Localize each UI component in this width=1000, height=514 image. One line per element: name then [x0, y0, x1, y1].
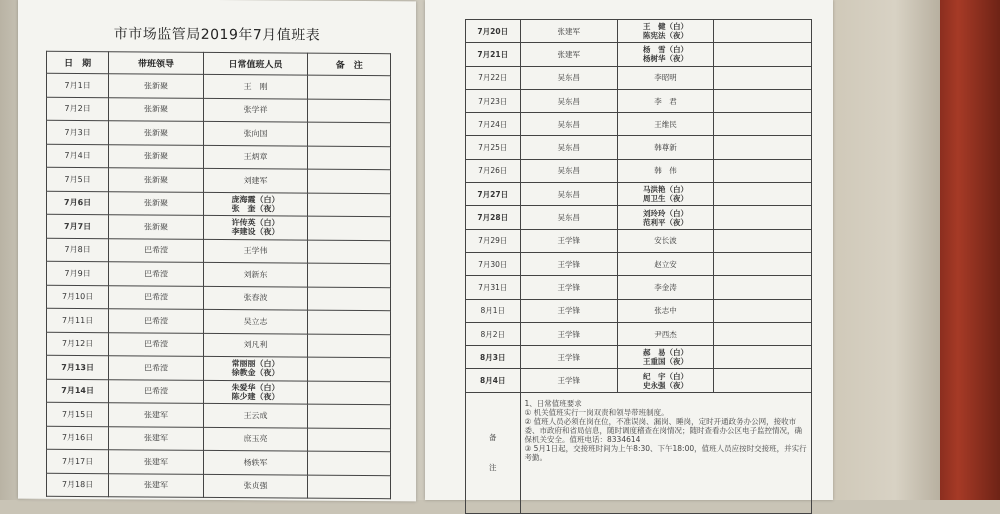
leader-cell: 吴东昌 [520, 89, 617, 112]
date-cell: 7月25日 [466, 136, 521, 159]
staff-name: 赵立安 [654, 259, 677, 269]
date-cell: 7月15日 [47, 402, 109, 426]
schedule-title: 市市场监管局2019年7月值班表 [113, 26, 321, 44]
leader-cell: 巴希滢 [109, 332, 203, 356]
table-row [47, 120, 391, 146]
note-line: 1、日常值班要求 [524, 398, 582, 408]
staff-name: 史永强（夜） [642, 380, 688, 390]
table-row [466, 136, 812, 159]
leader-cell: 王学锋 [520, 276, 617, 299]
note-cell [308, 193, 391, 217]
date-cell: 7月20日 [466, 20, 521, 43]
note-cell [713, 136, 811, 159]
note-cell [713, 346, 811, 369]
leader-cell: 巴希滢 [109, 285, 203, 309]
staff-cell [203, 98, 308, 122]
note-cell [713, 113, 811, 136]
table-row [466, 66, 812, 89]
note-cell [713, 229, 811, 252]
staff-cell [617, 276, 713, 299]
staff-cell [203, 356, 308, 380]
staff-cell [203, 262, 308, 286]
date-cell: 7月11日 [47, 308, 109, 332]
note-cell [713, 20, 811, 43]
leader-cell: 张建军 [109, 403, 203, 427]
leader-cell: 巴希滢 [109, 262, 203, 286]
staff-name: 马洪艳（白） [642, 185, 688, 195]
table-row [466, 20, 812, 43]
staff-name: 张学祥 [243, 105, 268, 115]
leader-cell: 巴希滢 [109, 379, 203, 403]
date-cell: 7月12日 [47, 332, 109, 356]
staff-name: 王学伟 [243, 246, 268, 256]
date-cell: 8月1日 [466, 299, 521, 322]
leader-cell: 张新聚 [109, 97, 203, 121]
table-row [47, 97, 391, 123]
staff-name: 张春波 [243, 293, 268, 303]
date-cell: 7月26日 [466, 159, 521, 182]
staff-cell [617, 136, 713, 159]
notes-label: 备 注 [466, 392, 521, 513]
date-cell: 7月4日 [47, 144, 109, 168]
date-cell: 7月2日 [47, 97, 109, 121]
date-cell: 7月17日 [47, 449, 109, 473]
leader-cell: 吴东昌 [520, 206, 617, 229]
staff-name: 杨树华（夜） [642, 54, 688, 64]
staff-cell [203, 403, 308, 427]
staff-cell [203, 427, 308, 451]
staff-cell [203, 168, 308, 192]
right-table-body [466, 20, 812, 393]
staff-name: 李建设（夜） [231, 227, 280, 237]
note-cell [308, 240, 391, 264]
note-cell [713, 183, 811, 206]
staff-cell [203, 215, 308, 239]
note-cell [308, 357, 391, 381]
date-cell: 7月8日 [47, 238, 109, 262]
date-cell: 7月28日 [466, 206, 521, 229]
staff-name: 韩尊新 [654, 143, 677, 153]
table-row [466, 322, 812, 345]
staff-name: 杨轶军 [243, 457, 268, 468]
leader-cell: 巴希滢 [109, 238, 203, 262]
staff-cell [203, 333, 308, 357]
staff-name: 王 健（白） [642, 22, 688, 32]
staff-cell [617, 89, 713, 112]
table-row [47, 379, 391, 405]
note-line: ① 机关值班实行一岗双责和领导带班制度。 [524, 407, 669, 417]
staff-name: 许传英（白） [231, 218, 280, 228]
staff-cell [203, 286, 308, 310]
note-cell [713, 89, 811, 112]
leader-cell: 王学锋 [520, 322, 617, 345]
staff-name: 张志中 [654, 306, 677, 316]
table-row [47, 214, 391, 240]
note-cell [308, 404, 391, 428]
staff-cell [617, 113, 713, 136]
date-cell: 7月27日 [466, 183, 521, 206]
date-cell: 7月7日 [47, 214, 109, 238]
leader-cell: 王学锋 [520, 369, 617, 392]
staff-name: 李昭明 [654, 73, 677, 83]
staff-name: 徐教金（夜） [231, 368, 280, 378]
left-table-body [47, 73, 391, 498]
left-duty-table [46, 51, 391, 499]
date-cell: 7月14日 [47, 379, 109, 403]
staff-cell [617, 299, 713, 322]
note-cell [308, 169, 391, 193]
table-row [466, 299, 812, 322]
staff-name: 范利平（夜） [642, 217, 688, 227]
leader-cell: 张建军 [109, 426, 203, 450]
note-cell [713, 322, 811, 345]
table-row [47, 355, 391, 381]
table-row [466, 229, 812, 252]
staff-name: 陈少建（夜） [231, 391, 280, 402]
staff-cell [203, 192, 308, 216]
note-cell [308, 263, 391, 287]
staff-name: 陈宪法（夜） [642, 31, 688, 41]
note-cell [308, 475, 391, 499]
staff-cell [203, 239, 308, 263]
red-door-frame [940, 0, 1000, 500]
table-row [466, 43, 812, 66]
leader-cell: 张新聚 [109, 191, 203, 215]
leader-cell: 张新聚 [109, 168, 203, 192]
leader-cell: 王学锋 [520, 229, 617, 252]
staff-cell [617, 206, 713, 229]
staff-cell [617, 43, 713, 66]
date-cell: 7月29日 [466, 229, 521, 252]
leader-cell: 王学锋 [520, 299, 617, 322]
staff-cell [617, 66, 713, 89]
leader-cell: 张新聚 [109, 74, 203, 98]
staff-name: 王炳章 [243, 152, 268, 162]
table-row [466, 159, 812, 182]
staff-cell [617, 322, 713, 345]
staff-name: 庶玉亮 [243, 434, 268, 444]
staff-name: 韩 伟 [654, 166, 677, 176]
staff-name: 刘凡利 [243, 340, 268, 350]
date-cell: 7月22日 [466, 66, 521, 89]
note-cell [308, 146, 391, 170]
note-cell [713, 299, 811, 322]
header-date: 日 期 [47, 51, 109, 73]
table-row [47, 144, 391, 170]
right-duty-table [465, 19, 812, 514]
leader-cell: 张新聚 [109, 144, 203, 168]
note-cell [308, 99, 391, 123]
leader-cell: 巴希滢 [109, 356, 203, 380]
leader-cell: 吴东昌 [520, 183, 617, 206]
date-cell: 7月31日 [466, 276, 521, 299]
table-row [47, 167, 391, 193]
leader-cell: 张建军 [520, 20, 617, 43]
staff-cell [203, 380, 308, 404]
note-cell [713, 43, 811, 66]
staff-name: 纪 宇（白） [642, 371, 688, 381]
date-cell: 7月21日 [466, 43, 521, 66]
note-cell [308, 287, 391, 311]
staff-name: 朱爱华（白） [231, 382, 280, 393]
staff-name: 张 奎（夜） [231, 203, 280, 214]
table-row [466, 183, 812, 206]
leader-cell: 吴东昌 [520, 136, 617, 159]
note-cell [713, 369, 811, 392]
staff-cell [203, 309, 308, 333]
staff-cell [203, 121, 308, 145]
leader-cell: 吴东昌 [520, 66, 617, 89]
date-cell: 7月6日 [47, 191, 109, 215]
table-row [47, 73, 391, 99]
staff-cell [617, 229, 713, 252]
staff-name: 周卫生（夜） [642, 194, 688, 204]
date-cell: 7月5日 [47, 167, 109, 191]
staff-cell [203, 474, 308, 498]
table-row [47, 238, 391, 264]
table-header-row [47, 51, 391, 75]
note-cell [308, 451, 391, 475]
table-row [47, 402, 391, 428]
notes-body [520, 392, 811, 513]
note-cell [713, 206, 811, 229]
staff-cell [617, 369, 713, 392]
table-row [466, 252, 812, 275]
table-row [47, 285, 391, 311]
leader-cell: 张新聚 [109, 121, 203, 145]
staff-name: 王云成 [243, 410, 268, 421]
staff-name: 刘玲玲（白） [642, 208, 688, 218]
table-row [47, 426, 391, 452]
notes-row [466, 392, 812, 513]
staff-name: 刘新东 [243, 269, 268, 280]
date-cell: 7月16日 [47, 426, 109, 450]
staff-cell [203, 74, 308, 98]
date-cell: 7月24日 [466, 113, 521, 136]
staff-name: 王重国（夜） [642, 357, 688, 367]
date-cell: 7月23日 [466, 89, 521, 112]
note-cell [713, 66, 811, 89]
note-cell [308, 428, 391, 452]
table-row [466, 276, 812, 299]
leader-cell: 张建军 [520, 43, 617, 66]
date-cell: 7月9日 [47, 261, 109, 285]
staff-cell [203, 145, 308, 169]
date-cell: 7月30日 [466, 252, 521, 275]
note-cell [308, 122, 391, 146]
note-cell [713, 276, 811, 299]
staff-name: 尹西杰 [654, 329, 677, 339]
staff-name: 吴立志 [243, 316, 268, 327]
table-row [466, 369, 812, 392]
staff-name: 李 君 [654, 96, 677, 106]
table-row [47, 332, 391, 358]
staff-name: 张向国 [243, 128, 268, 139]
date-cell: 8月4日 [466, 369, 521, 392]
staff-name: 常丽丽（白） [231, 359, 280, 369]
date-cell: 8月3日 [466, 346, 521, 369]
note-cell [308, 381, 391, 405]
table-row [466, 113, 812, 136]
header-note: 备 注 [308, 53, 391, 76]
leader-cell: 张建军 [109, 473, 203, 497]
staff-name: 庞海霞（白） [231, 194, 280, 205]
leader-cell: 张建军 [109, 450, 203, 474]
staff-name: 李金涛 [654, 282, 677, 292]
staff-name: 刘建军 [243, 175, 268, 186]
note-cell [713, 252, 811, 275]
table-row [47, 449, 391, 475]
staff-name: 郝 易（白） [642, 348, 688, 358]
note-line: ③ 5月1日起，交接班时间为上午8:30、下午18:00，值班人员应按时交接班，并实行考勤。 [524, 443, 807, 462]
note-line: ② 值班人员必须在岗在位，不准误岗、漏岗、睡岗，定时开通政务办公网，接收市委、市政府和省局信息，随时调度稽查在岗情况；随时查看办公区电子监控情况，确保机关安全。值班电话：8334614 [524, 416, 803, 444]
header-leader: 带班领导 [109, 52, 203, 75]
staff-cell [617, 183, 713, 206]
wall-corner [828, 0, 940, 500]
staff-name: 杨 雪（白） [642, 45, 688, 55]
table-row [466, 206, 812, 229]
date-cell: 7月18日 [47, 473, 109, 497]
staff-cell [617, 346, 713, 369]
staff-name: 王 刚 [243, 81, 268, 92]
leader-cell: 吴东昌 [520, 159, 617, 182]
staff-cell [617, 20, 713, 43]
staff-name: 安长波 [654, 236, 677, 246]
staff-cell [203, 450, 308, 474]
date-cell: 7月1日 [47, 73, 109, 97]
right-schedule-sheet [425, 0, 833, 500]
table-row [47, 308, 391, 334]
leader-cell: 王学锋 [520, 252, 617, 275]
leader-cell: 王学锋 [520, 346, 617, 369]
note-cell [308, 216, 391, 240]
leader-cell: 吴东昌 [520, 113, 617, 136]
staff-cell [617, 159, 713, 182]
table-row [47, 191, 391, 217]
left-schedule-sheet [18, 0, 416, 501]
note-cell [308, 334, 391, 358]
date-cell: 8月2日 [466, 322, 521, 345]
staff-cell [617, 252, 713, 275]
note-cell [713, 159, 811, 182]
table-row [466, 89, 812, 112]
table-row [47, 261, 391, 287]
note-cell [308, 310, 391, 334]
header-staff: 日常值班人员 [203, 52, 308, 75]
date-cell: 7月3日 [47, 120, 109, 144]
table-row [47, 473, 391, 499]
leader-cell: 巴希滢 [109, 309, 203, 333]
note-cell [308, 75, 391, 99]
table-row [466, 346, 812, 369]
staff-name: 张贞强 [243, 481, 268, 491]
staff-name: 王维民 [654, 119, 677, 129]
leader-cell: 张新聚 [109, 215, 203, 239]
date-cell: 7月10日 [47, 285, 109, 309]
date-cell: 7月13日 [47, 355, 109, 379]
